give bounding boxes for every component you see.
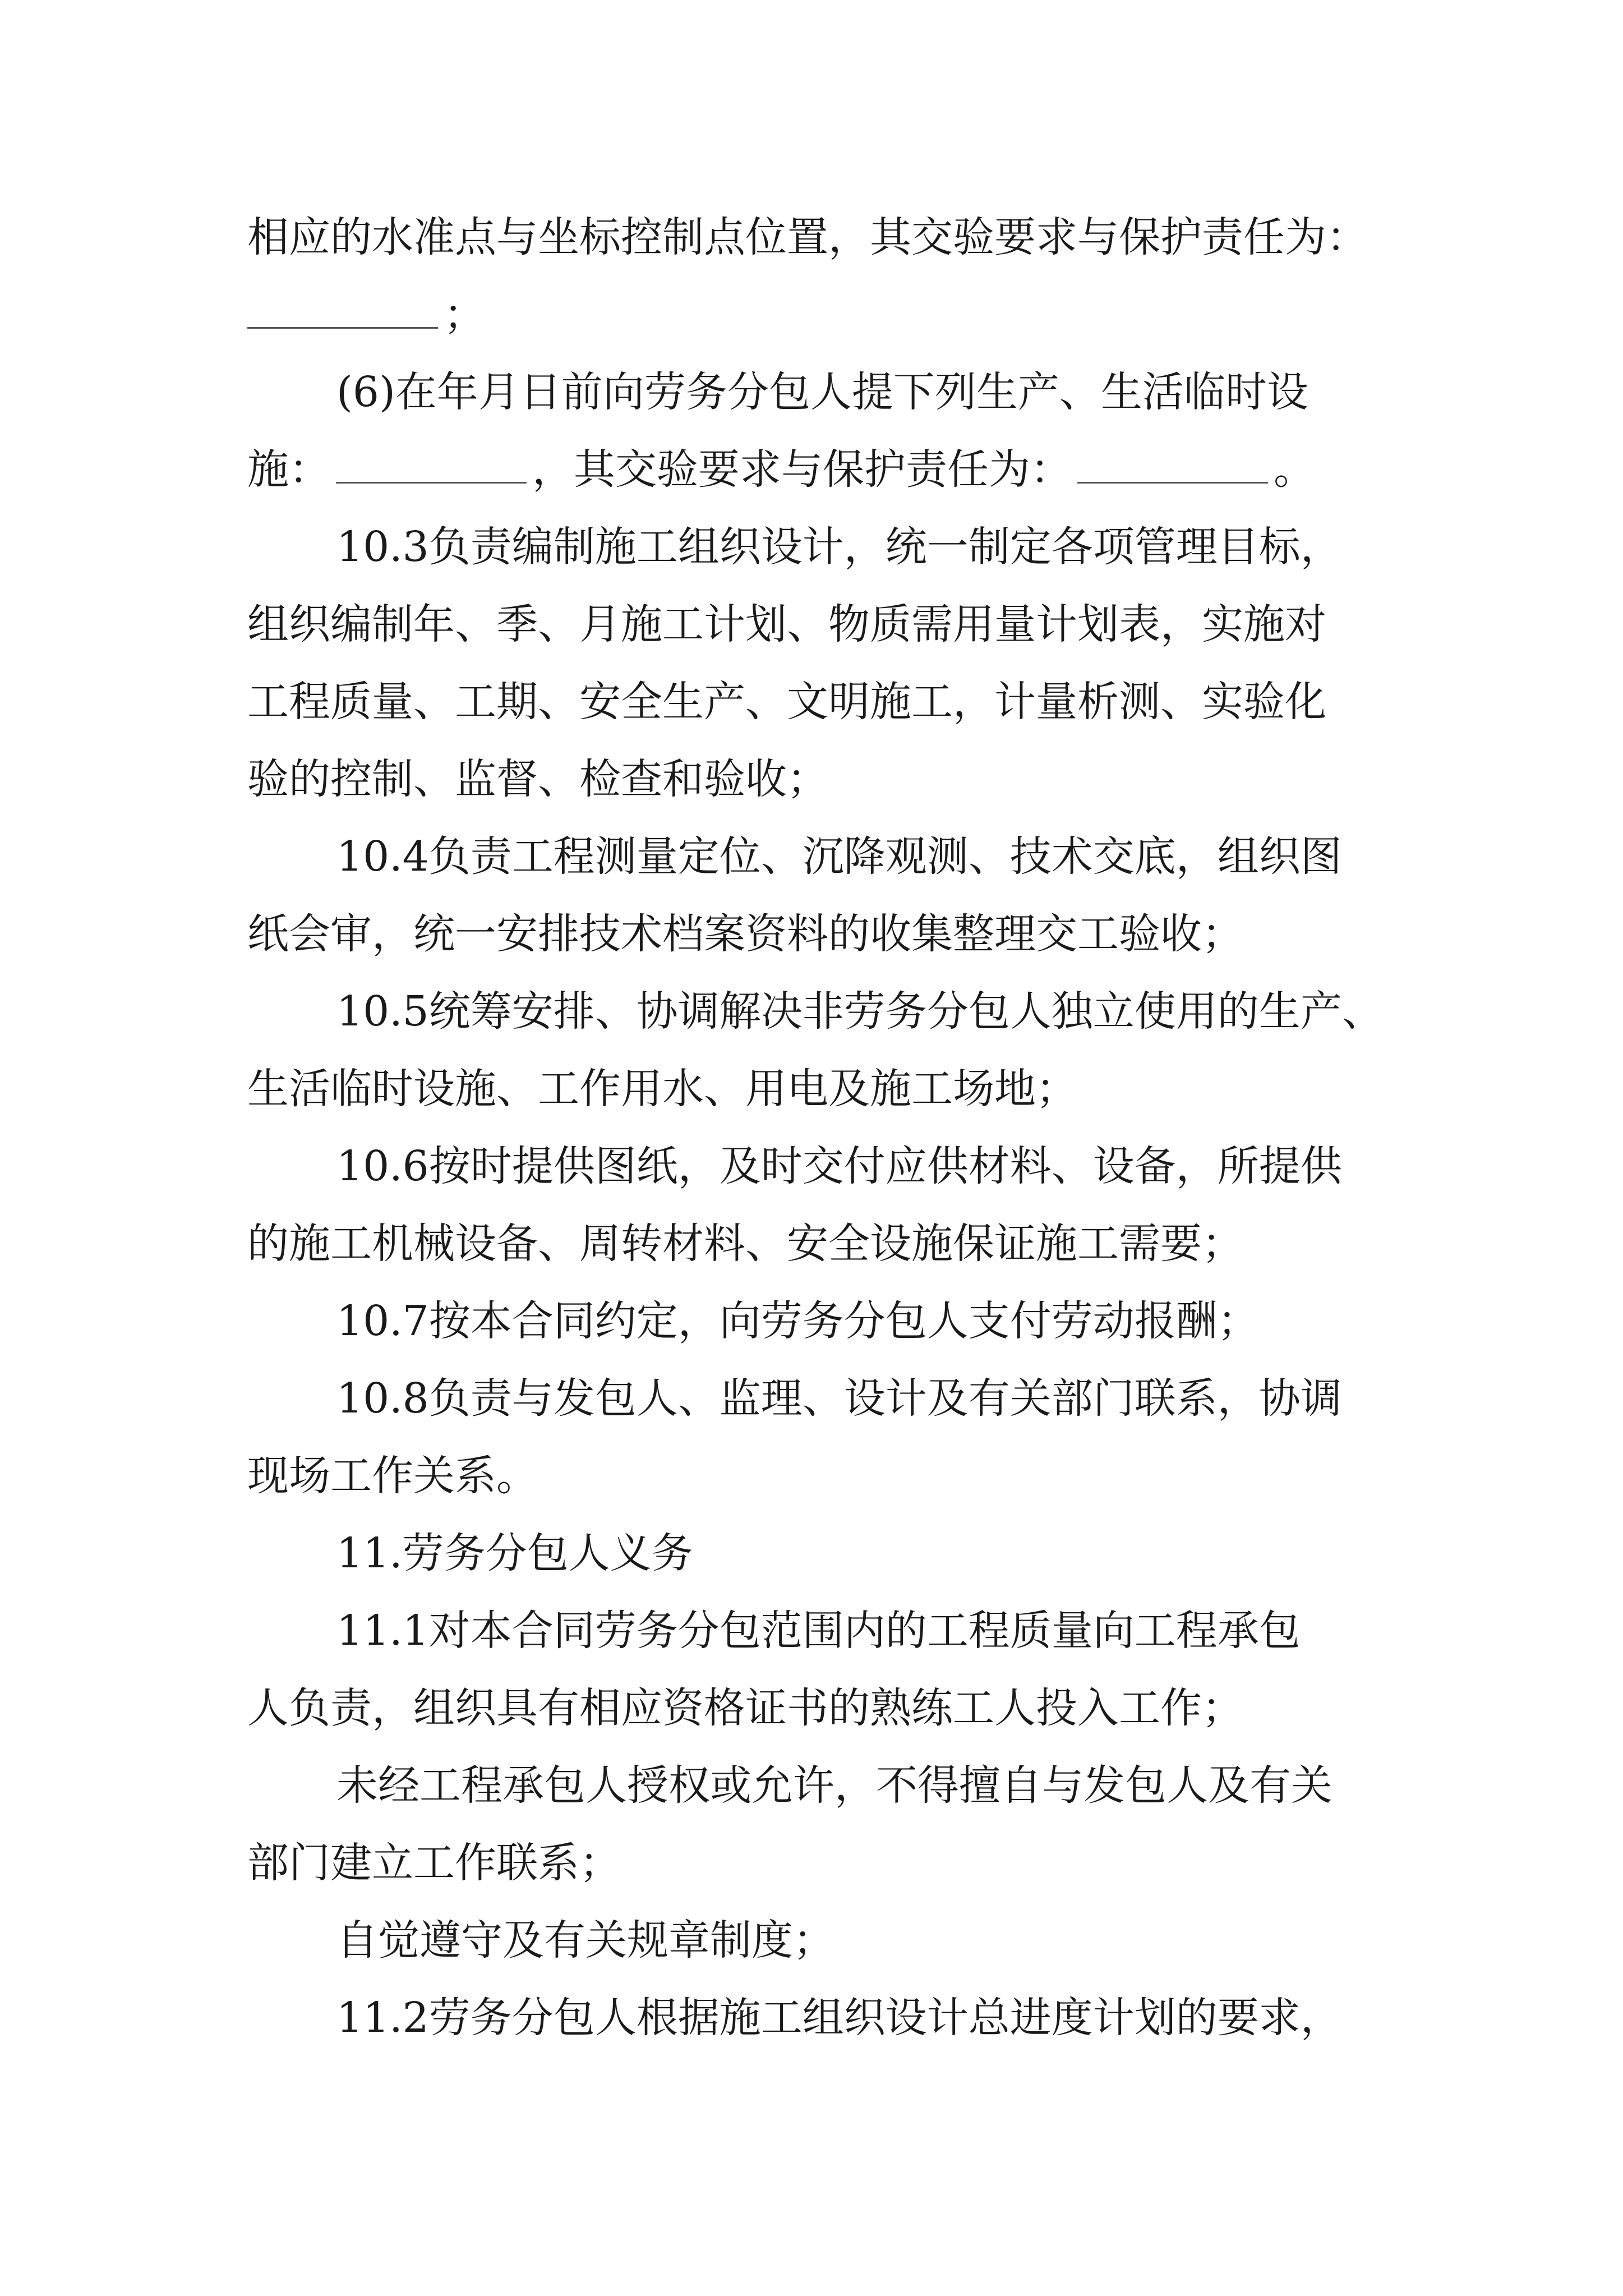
paragraph-line: 现场工作关系。: [247, 1452, 538, 1500]
paragraph-line: (6)在年月日前向劳务分包人提下列生产、生活临时设: [336, 368, 1308, 416]
paragraph-line: 11.1对本合同劳务分包范围内的工程质量向工程承包: [336, 1607, 1301, 1655]
paragraph-line: 纸会审，统一安排技术档案资料的收集整理交工验收；: [247, 910, 1243, 958]
paragraph-line: 10.5统筹安排、协调解决非劳务分包人独立使用的生产、: [336, 987, 1384, 1036]
section-heading: 11.劳务分包人义务: [336, 1529, 693, 1577]
paragraph-line: 的施工机械设备、周转材料、安全设施保证施工需要；: [247, 1220, 1243, 1268]
paragraph-line: 11.2劳务分包人根据施工组织设计总进度计划的要求，: [336, 1994, 1342, 2042]
fill-in-blank: [247, 295, 438, 329]
paragraph-line: 10.6按时提供图纸，及时交付应供材料、设备，所提供: [336, 1142, 1342, 1190]
paragraph-line: 人负责，组织具有相应资格证书的熟练工人投入工作；: [247, 1684, 1243, 1732]
paragraph-line: 10.8负责与发包人、监理、设计及有关部门联系，协调: [336, 1374, 1342, 1423]
paragraph-line: 10.4负责工程测量定位、沉降观测、技术交底，组织图: [336, 832, 1342, 881]
paragraph-line: 工程质量、工期、安全生产、文明施工，计量析测、实验化: [247, 678, 1326, 726]
paragraph-line: ；: [247, 288, 1386, 342]
paragraph-line: 部门建立工作联系；: [247, 1839, 621, 1887]
paragraph-line: 验的控制、监督、检查和验收；: [247, 755, 828, 803]
paragraph-line: 10.7按本合同约定，向劳务分包人支付劳动报酬；: [336, 1297, 1259, 1345]
paragraph-line: 10.3负责编制施工组织设计，统一制定各项管理目标，: [336, 523, 1342, 571]
fill-in-blank: [336, 449, 527, 484]
fill-in-blank: [1077, 449, 1268, 484]
paragraph-line: 自觉遵守及有关规章制度；: [336, 1916, 834, 1964]
paragraph-line: 未经工程承包人授权或允许，不得擅自与发包人及有关: [336, 1761, 1332, 1810]
paragraph-line: 生活临时设施、工作用水、用电及施工场地；: [247, 1065, 1077, 1113]
paragraph-line: 相应的水准点与坐标控制点位置，其交验要求与保护责任为：: [247, 213, 1368, 261]
paragraph-line: 组织编制年、季、月施工计划、物质需用量计划表，实施对: [247, 600, 1326, 648]
paragraph-line: 施： ，其交验要求与保护责任为： 。: [247, 445, 1315, 494]
